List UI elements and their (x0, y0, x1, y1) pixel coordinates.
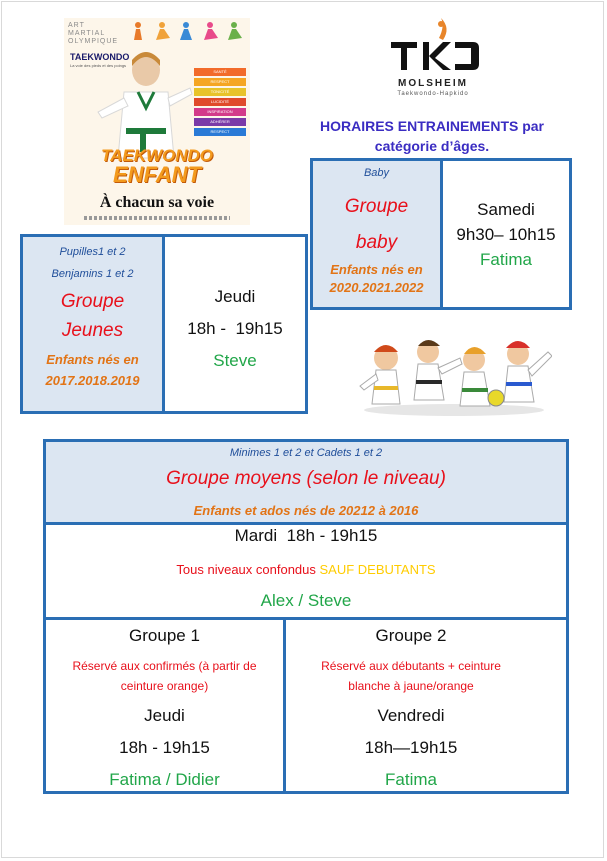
moyens-category: Minimes 1 et 2 et Cadets 1 et 2 (229, 447, 383, 459)
group1-coach: Fatima / Didier (109, 770, 220, 789)
moyens-group-box (43, 439, 569, 794)
moyens-born-years: Enfants et ados nés de 20212 à 2016 (193, 503, 419, 518)
moyens-levels-highlight: SAUF DEBUTANTS (319, 562, 436, 577)
jeunes-coach: Steve (213, 351, 257, 370)
group2-schedule (286, 700, 536, 796)
jeunes-day: Jeudi (214, 287, 256, 306)
logo-city: MOLSHEIM (398, 78, 468, 89)
moyens-mardi-coach: Alex / Steve (260, 591, 352, 610)
moyens-levels: Tous niveaux confondus SAUF DEBUTANTS (176, 562, 436, 577)
jeunes-schedule (165, 281, 305, 377)
baby-day: Samedi (477, 200, 535, 219)
poster-brand-sub: La voie des pieds et des poings (70, 63, 127, 68)
poster-footer-text (84, 216, 230, 220)
jeunes-group-box (20, 234, 308, 414)
moyens-group-name: Groupe moyens (selon le niveau) (166, 468, 446, 489)
group1-title: Groupe 1 (129, 626, 200, 645)
jeunes-group-info (23, 237, 165, 411)
poster-slogan: À chacun sa voie (99, 194, 215, 211)
baby-schedule (443, 197, 569, 272)
baby-group-info (313, 161, 443, 307)
group2-time: 18h—19h15 (364, 738, 458, 757)
group2-title: Groupe 2 (375, 626, 447, 645)
tkd-molsheim-logo (385, 18, 481, 108)
baby-group-box (310, 158, 572, 310)
jeunes-born-years: Enfants nés en 2017.2018.2019 (45, 352, 140, 388)
baby-category: Baby (363, 167, 390, 179)
baby-time: 9h30– 10h15 (456, 225, 556, 244)
moyens-group2 (286, 620, 566, 791)
moyens-mardi-section (46, 525, 566, 620)
moyens-group1 (46, 620, 286, 791)
group1-schedule (46, 700, 283, 796)
jeunes-category: Pupilles1 et 2 Benjamins 1 et 2 (51, 246, 134, 280)
group1-time: 18h - 19h15 (119, 738, 210, 757)
cartoon-kids-illustration-icon (356, 334, 552, 416)
jeunes-group-name: Groupe Jeunes (60, 291, 125, 341)
group1-desc: Réservé aux confirmés (à partir de ceinture orange) (72, 659, 257, 693)
poster-art-martial: ART MARTIAL OLYMPIQUE (68, 22, 119, 45)
jeunes-time: 18h - 19h15 (187, 319, 283, 338)
moyens-mardi-time: Mardi 18h - 19h15 (234, 526, 378, 545)
baby-coach: Fatima (480, 250, 532, 269)
pictograms-icon (130, 20, 248, 48)
group2-day: Vendredi (377, 706, 445, 725)
poster-menu: SANTÉ RESPECT TONICITÉ LUCIDITÉ INSPIRATION ADHÉRER RESPECT (194, 68, 246, 138)
group2-desc: Réservé aux débutants + ceinture blanche à jaune/orange (321, 659, 501, 693)
group1-day: Jeudi (144, 706, 185, 725)
taekwondo-enfant-poster (64, 18, 250, 225)
baby-group-name: Groupe baby (344, 196, 409, 253)
baby-born-years: Enfants nés en 2020.2021.2022 (329, 262, 424, 295)
poster-title: TAEKWONDO ENFANT (100, 146, 214, 187)
tkd-logo-icon (389, 18, 479, 74)
poster-brand: TAEKWONDO (70, 52, 130, 62)
moyens-header (46, 442, 566, 525)
group2-coach: Fatima (385, 770, 437, 789)
logo-subtitle: Taekwondo-Hapkido (397, 91, 469, 97)
page-title: HORAIRES ENTRAINEMENTS par catégorie d’âges. (319, 118, 545, 154)
